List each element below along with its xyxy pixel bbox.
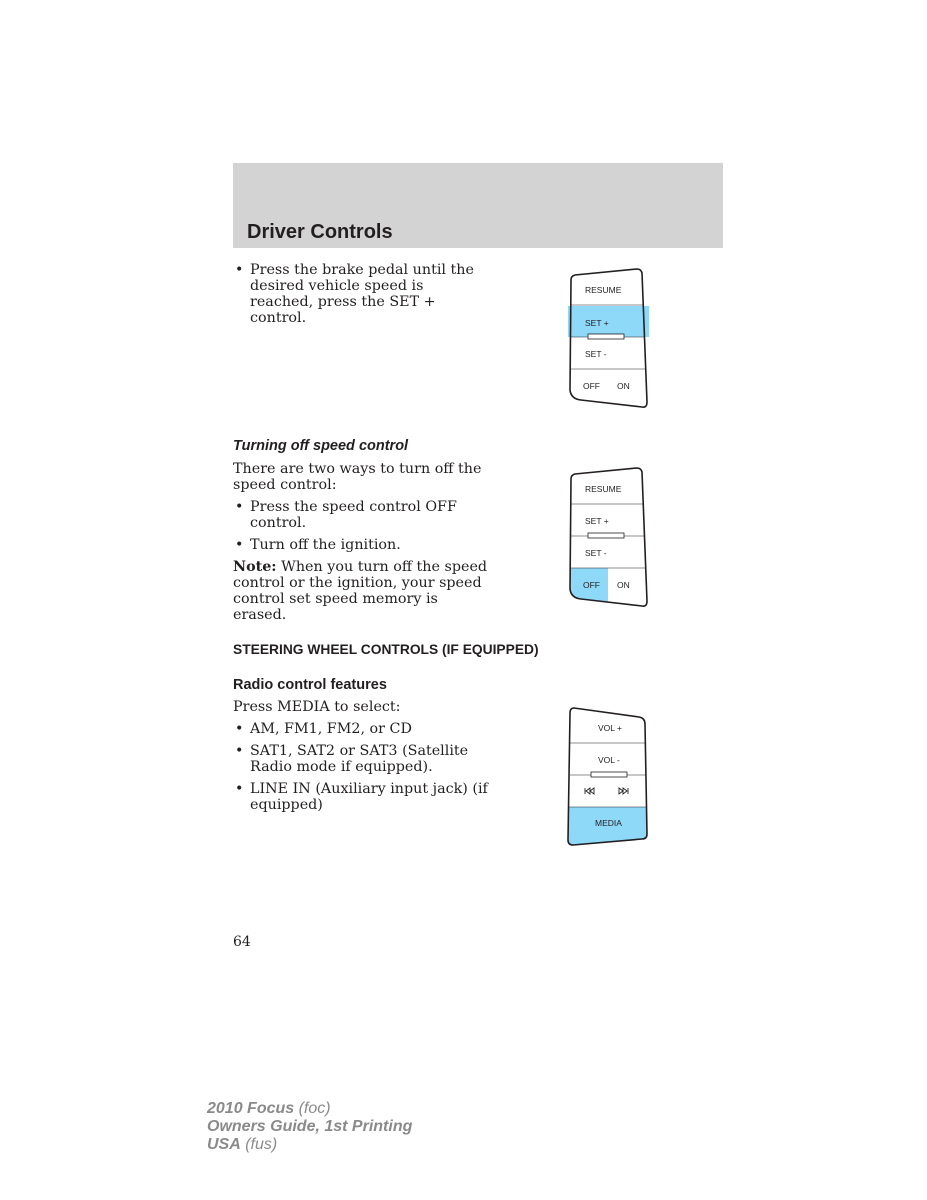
list-item: • AM, FM1, FM2, or CD	[233, 721, 488, 737]
on-label: ON	[617, 381, 630, 391]
set-plus-label: SET +	[585, 318, 609, 328]
note-label: Note:	[233, 559, 277, 575]
media-label: MEDIA	[595, 818, 622, 828]
slider-divider	[588, 334, 624, 339]
section3-text	[233, 699, 488, 819]
vol-plus-label: VOL +	[598, 723, 623, 733]
footer-line2: Owners Guide, 1st Printing	[207, 1118, 413, 1135]
resume-label: RESUME	[585, 285, 622, 295]
list-item: • SAT1, SAT2 or SAT3 (Satellite Radio mode if equipped).	[233, 743, 488, 775]
note-text: When you turn off the speed control or the ignition, your speed control set speed memory is erased.	[233, 559, 488, 623]
radio-control-diagram	[565, 705, 651, 847]
resume-label: RESUME	[585, 484, 622, 494]
turning-off-heading: Turning off speed control	[233, 438, 409, 454]
section3-intro: Press MEDIA to select:	[233, 699, 401, 715]
off-label: OFF	[583, 381, 600, 391]
footer-line3	[207, 1136, 412, 1154]
page-number: 64	[233, 934, 251, 950]
vol-minus-label: VOL -	[598, 755, 620, 765]
section2-intro: There are two ways to turn off the speed control:	[233, 461, 482, 493]
radio-control-heading: Radio control features	[233, 677, 387, 693]
list-item: • Press the speed control OFF control.	[233, 499, 488, 531]
section2-text	[233, 461, 488, 629]
off-label: OFF	[583, 580, 600, 590]
on-label: ON	[617, 580, 630, 590]
set-plus-label: SET +	[585, 516, 609, 526]
slider-divider	[588, 533, 624, 538]
list-item: • Turn off the ignition.	[233, 537, 488, 553]
footer-model-code: (foc)	[294, 1100, 331, 1117]
speed-control-set-diagram	[565, 268, 651, 410]
speed-control-off-diagram	[565, 467, 651, 609]
set-minus-label: SET -	[585, 548, 607, 558]
note-paragraph	[233, 559, 488, 623]
steering-wheel-controls-heading: STEERING WHEEL CONTROLS (IF EQUIPPED)	[233, 642, 539, 657]
footer	[207, 1100, 412, 1154]
list-item: • LINE IN (Auxiliary input jack) (if equipped)	[233, 781, 488, 813]
footer-model: 2010 Focus	[207, 1100, 295, 1117]
set-minus-label: SET -	[585, 349, 607, 359]
footer-market: USA	[207, 1136, 241, 1153]
list-item: • Press the brake pedal until the desired vehicle speed is reached, press the SET + control.	[233, 262, 488, 326]
page-title: Driver Controls	[247, 221, 393, 243]
header-band	[233, 163, 723, 248]
slider-divider	[591, 772, 627, 777]
footer-market-code: (fus)	[240, 1136, 278, 1153]
section1-text	[233, 262, 488, 332]
footer-line1	[207, 1100, 412, 1118]
